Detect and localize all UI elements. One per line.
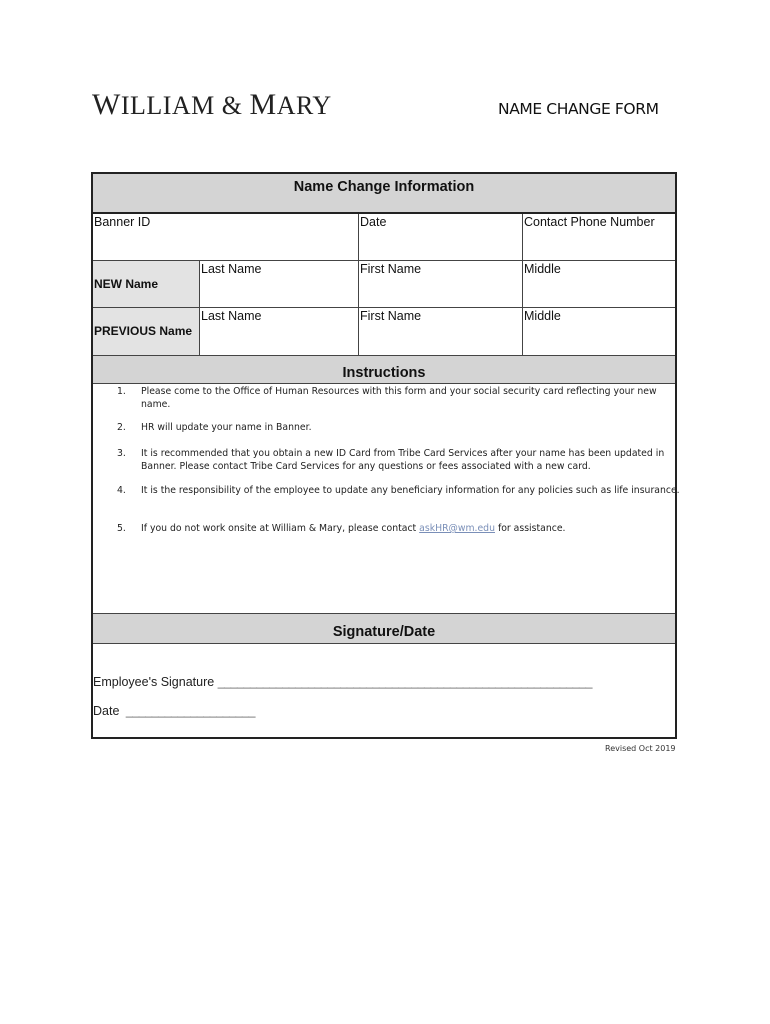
revised-date: Revised Oct 2019 (605, 744, 676, 753)
instructions-list: 1. Please come to the Office of Human Resources with this form and your social security card reflecting your new name. 2. HR will update your name in Banner. 3. It is recommended that you obtain a new ID Card from Tribe Card Services after your name has been updated in Banner. Please contact Tribe Card Services for any questions or fees associated with a new card. 4. It is the responsibility of the employee to update any beneficiary information for any policies such as life insurance. 5. If you do not work onsite at William & Mary, please contact askHR@wm.edu for assistance. (117, 386, 680, 534)
askhr-email-link[interactable]: askHR@wm.edu (419, 523, 495, 534)
previous-first-name-label: First Name (360, 309, 422, 323)
previous-first-name-field[interactable] (359, 308, 522, 355)
banner-id-label: Banner ID (94, 215, 151, 229)
contact-phone-label: Contact Phone Number (524, 215, 655, 229)
instructions-header: Instructions (93, 355, 675, 384)
name-change-information-grid (93, 214, 675, 355)
new-last-name-label: Last Name (201, 262, 262, 276)
previous-name-label: PREVIOUS Name (93, 308, 199, 355)
signature-date-line[interactable]: Date ____________________ (93, 704, 255, 718)
new-name-label: NEW Name (93, 261, 199, 307)
william-and-mary-logo: WILLIAM & MARY (92, 88, 332, 121)
name-change-information-header: Name Change Information (93, 174, 675, 214)
banner-id-field[interactable] (93, 214, 358, 260)
new-last-name-field[interactable] (200, 261, 358, 307)
form-title: NAME CHANGE FORM (498, 100, 659, 118)
new-middle-label: Middle (524, 262, 561, 276)
previous-last-name-label: Last Name (201, 309, 262, 323)
previous-middle-label: Middle (524, 309, 561, 323)
employee-signature-line[interactable]: Employee's Signature __________________________________________________________ (93, 675, 592, 689)
contact-phone-field[interactable] (523, 214, 675, 260)
new-middle-field[interactable] (523, 261, 675, 307)
date-field[interactable] (359, 214, 522, 260)
signature-date-label: Date (93, 704, 120, 718)
new-first-name-field[interactable] (359, 261, 522, 307)
employee-signature-label: Employee's Signature (93, 675, 215, 689)
new-first-name-label: First Name (360, 262, 422, 276)
date-label: Date (360, 215, 387, 229)
previous-last-name-field[interactable] (200, 308, 358, 355)
name-change-form (91, 172, 680, 739)
previous-middle-field[interactable] (523, 308, 675, 355)
signature-date-header: Signature/Date (93, 613, 675, 644)
